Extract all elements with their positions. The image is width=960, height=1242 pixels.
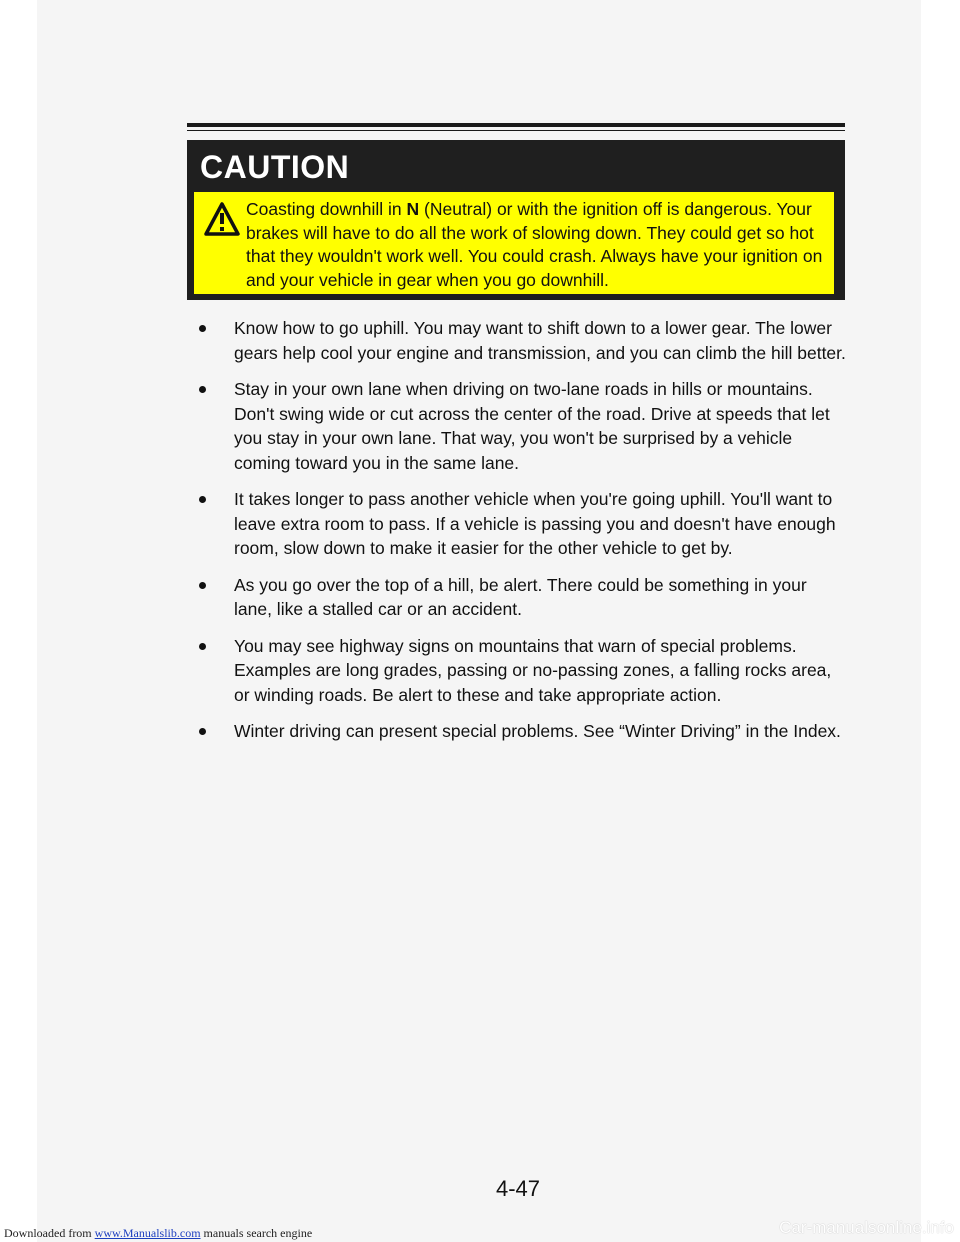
caution-box xyxy=(187,140,845,300)
top-rule xyxy=(187,123,845,127)
footer-prefix: Downloaded from xyxy=(4,1226,95,1240)
bullet-dot-icon xyxy=(199,643,206,650)
list-item xyxy=(197,573,847,622)
manual-page xyxy=(37,0,921,1242)
list-item-text: Know how to go uphill. You may want to shift down to a lower gear. The lower gears help cool your engine and transmission, and you can climb the hill better. xyxy=(234,318,846,363)
list-item xyxy=(197,634,847,708)
list-item xyxy=(197,377,847,475)
bullet-dot-icon xyxy=(199,496,206,503)
list-item-text: Winter driving can present special problems. See “Winter Driving” in the Index. xyxy=(234,721,841,741)
caution-title: CAUTION xyxy=(200,149,350,185)
top-rule-thin xyxy=(187,130,845,131)
list-item-text: Stay in your own lane when driving on two-lane roads in hills or mountains. Don't swing wide or cut across the center of the road. Drive at speeds that let you stay in your own lane. That way, you won't be surprised by a vehicle coming toward you in the same lane. xyxy=(234,379,830,473)
list-item-text: You may see highway signs on mountains that warn of special problems. Examples are long grades, passing or no-passing zones, a falling rocks area, or winding roads. Be alert to these and take appropriate action. xyxy=(234,635,832,705)
list-item xyxy=(197,719,847,744)
caution-text xyxy=(246,198,830,292)
bullet-dot-icon xyxy=(199,325,206,332)
bullet-dot-icon xyxy=(199,386,206,393)
caution-text-rest: (Neutral) or with the ignition off is dangerous. Your brakes will have to do all the work of slowing down. They could get so hot that they wouldn't work well. You could crash. Always have your ignition on and your vehicle in gear when you go downhill. xyxy=(246,199,823,290)
warning-triangle-icon xyxy=(204,202,240,236)
manualslib-link[interactable]: www.Manualslib.com xyxy=(94,1226,201,1240)
page-number: 4-47 xyxy=(495,1176,541,1201)
list-item-text: As you go over the top of a hill, be alert. There could be something in your lane, like a stalled car or an accident. xyxy=(234,574,807,619)
list-item-text: It takes longer to pass another vehicle when you're going uphill. You'll want to leave extra room to pass. If a vehicle is passing you and doesn't have enough room, slow down to make it easier for the other vehicle to get by. xyxy=(234,489,836,558)
neutral-gear-letter: N xyxy=(406,199,420,219)
caution-body xyxy=(194,192,834,294)
bullet-dot-icon xyxy=(199,582,206,589)
watermark: Car-manualsonline.info xyxy=(779,1218,954,1237)
list-item xyxy=(197,487,847,561)
download-footer xyxy=(4,1226,312,1241)
list-item xyxy=(197,316,847,365)
bullet-list xyxy=(197,316,847,756)
footer-suffix: manuals search engine xyxy=(200,1226,313,1240)
caution-text-start: Coasting downhill in xyxy=(246,199,407,219)
bullet-dot-icon xyxy=(199,728,206,735)
